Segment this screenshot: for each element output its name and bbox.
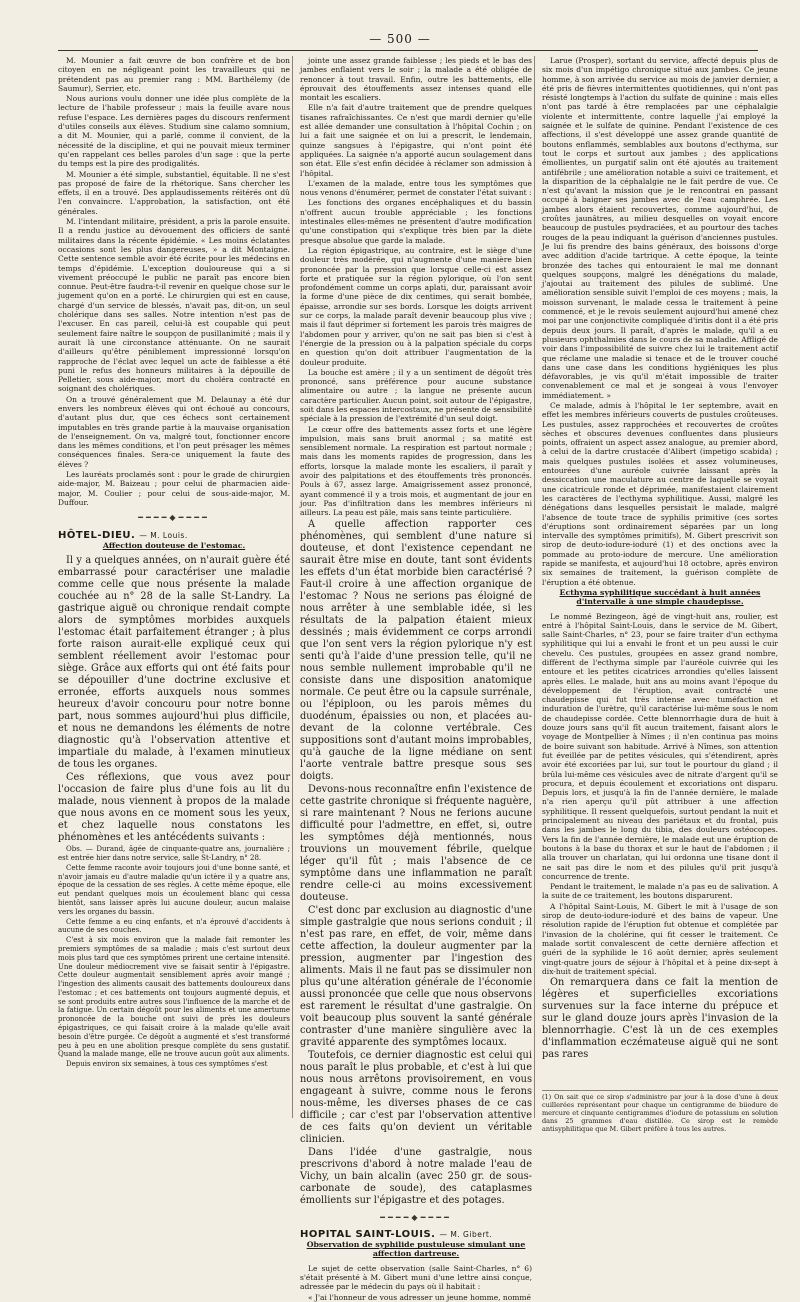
paragraph: Le cœur offre des battements assez forts et une légère impulsion, mais sans bruit anormal ; sa matité est sensiblement normale. La respiration est partout normale ; mais dans les moments rapides de progression, dans les efforts, lorsque la malade monte les escaliers, il paraît y avoir des palpitations et des étouffements très prononcés. Pouls à 67, assez large. Amaigrissement assez prononcé, ayant commencé il y a trois mois, et augmentant de jour en jour. Pas d'infiltration dans les membres inférieurs ni ailleurs. La peau est pâle, mais sans teinte particulière. bbox=[300, 424, 532, 518]
section-separator: ━━━━◆━━━━ bbox=[138, 513, 210, 523]
paragraph: Dans l'idée d'une gastralgie, nous prescrivons d'abord à notre malade l'eau de Vichy, un bain alcalin (avec 250 gr. de sous-carbonate de soude), des cataplasmes émollients sur l'épigastre et des potages. bbox=[300, 1146, 532, 1206]
paragraph: Pendant le traitement, le malade n'a pas eu de salivation. A la suite de ce traitement, les boutons disparurent. bbox=[542, 882, 778, 901]
section-separator: ━━━━◆━━━━ bbox=[380, 1212, 452, 1222]
column-rule bbox=[292, 56, 293, 1118]
paragraph: L'examen de la malade, entre tous les symptômes que nous venons d'énumérer, permet de constater l'état suivant : bbox=[300, 178, 532, 198]
paragraph: Le nommé Bezingeon, âgé de vingt-huit ans, roulier, est entré à l'hôpital Saint-Louis, dans le service de M. Gibert, salle Saint-Charles, n° 23, pour se faire traiter d'un ecthyma syphilitique qui lui a envahi le front et un peu aussi le cuir chevelu. Ces pustules, groupées en assez grand nombre, diffèrent de l'ecthyma simple par l'auréole cuivrée qui les entoure et les petites cicatrices arrondies qu'elles laissent après elles. Le malade, huit ans au moins avant l'époque du développement de l'éruption, avait contracté une chaudepisse qui fut très intense avec tuméfaction et induration de l'urètre, qu'il caractérise lui-même sous le nom de chaudepisse cordée. Cette blennorrhagie dura de huit à douze jours sans qu'il fît aucun traitement, faisant alors le voyage de Montpellier à Nîmes ; il n'en continua pas moins de boire suivant son habitude. Arrivé à Nîmes, son attention fut éveillée par de petites vésicules, qui s'étendirent, après avoir été excoriées par lui, sur tout le pourtour du gland ; il brûla lui-même ces vésicules avec de nitrate d'argent qu'il se procura, et depuis écoulement et excoriations ont disparu. Depuis lors, et jusqu'à la fin de l'année dernière, le malade n'a rien aperçu qu'il pût attribuer à une affection syphilitique. Il ressent quelquefois, surtout pendant la nuit et principalement au niveau des pariétaux et du frontal, puis dans les jambes le long du tibia, des douleurs ostéocopes. Vers la fin de l'année dernière, le malade eut une éruption de boutons à la base du thorax et sur le haut de l'abdomen ; il alla trouver un charlatan, qui lui ordonna une tisane dont il ne sait pas dire le nom et des pilules qu'il prit jusqu'à concurrence de trente. bbox=[542, 611, 778, 881]
paragraph: On remarquera dans ce fait la mention de légères et superficielles excoriations survenues sur la face interne du prépuce et sur le gland douze jours après l'invasion de la blennorrhagie. C'est là un de ces exemples d'inflammation eczémateuse aiguë qui ne sont pas rares bbox=[542, 977, 778, 1061]
section-heading: HOPITAL SAINT-LOUIS. — M. Gibert. bbox=[300, 1228, 493, 1240]
column-middle bbox=[300, 56, 533, 1302]
section-subheading: Affection douteuse de l'estomac. bbox=[102, 540, 246, 550]
paragraph: On a trouvé généralement que M. Delaunay a été dur envers les nombreux élèves qui ont échoué au concours, d'autant plus dur, que ces échecs sont certainement imputables en très grande partie à la mauvaise organisation de l'enseignement. On va, malgré tout, fonctionner encore dans les mêmes conditions, et l'on peut présager les mêmes conséquences finales. Sera-ce uniquement la faute des élèves ? bbox=[58, 394, 290, 469]
section-subheading: Observation de syphilide pustuleuse simulant une affection dartreuse. bbox=[306, 1240, 526, 1259]
paragraph: Devons-nous reconnaître enfin l'existence de cette gastrite chronique si fréquente naguère, si rare maintenant ? Nous ne ferions aucune difficulté pour l'admettre, en effet, si, outre les symptômes déjà mentionnés, nous trouvions un mouvement fébrile, quelque léger qu'il fût ; mais l'absence de ce symptôme dans une inflammation ne paraît rendre celle-ci au moins excessivement douteuse. bbox=[300, 783, 532, 903]
section-heading: HÔTEL-DIEU. — M. Louis. bbox=[58, 529, 188, 541]
footnote: (1) On sait que ce sirop s'administre par jour à la dose d'une à deux cuillerées représentant pour chaque un centigramme de biiodure de mercure et cinquante centigrammes d'iodure de potassium en solution dans 25 grammes d'eau distillée. Ce sirop est le remède antisyphilitique que M. Gibert préfère à tous les autres. bbox=[542, 1090, 778, 1133]
paragraph: Nous aurions voulu donner une idée plus complète de la lecture de l'habile professeur ; mais la feuille avare nous refuse l'espace. Les dernières pages du discours renferment d'utiles conseils aux élèves. Studium sine calamo somnium, a dit M. Mounier, qui a parlé, comme il convient, de la nécessité de la discipline, et qui ne pouvait mieux terminer qu'en rappelant ces belles paroles d'un sage : que la perte du temps est la pire des prodigalités. bbox=[58, 94, 290, 169]
paragraph: Depuis environ six semaines, à tous ces symptômes s'est bbox=[66, 1060, 268, 1069]
paragraph: La région épigastrique, au contraire, est le siège d'une douleur très modérée, qui n'augmente d'une manière bien prononcée par la pression que lorsque celle-ci est assez forte et pratiquée sur la région pylorique, où l'on sent profondément comme un corps aplati, dur, paraissant avoir la forme d'une pièce de dix centimes, qui serait bombée, épaisse, arrondie sur ses bords. Lorsque les doigts arrivent sur ce corps, la malade paraît devenir beaucoup plus vive ; mais il faut déprimer si fortement les parois très maigres de l'abdomen pour y arriver, qu'on ne sait pas bien si c'est à l'énergie de la pression ou à la palpation spéciale du corps en question qu'on doit attribuer l'augmentation de la douleur produite. bbox=[300, 245, 532, 367]
page-number: — 500 — bbox=[369, 32, 431, 46]
paragraph: Le sujet de cette observation (salle Saint-Charles, n° 6) s'était présenté à M. Gibert muni d'une lettre ainsi conçue, adressée par le médecin du pays où il habitait : bbox=[300, 1263, 532, 1292]
paragraph: Obs. — Durand, âgée de cinquante-quatre ans, journalière ; est entrée hier dans notre service, salle St-Landry, n° 28. bbox=[58, 845, 290, 862]
column-left bbox=[58, 56, 290, 1124]
paragraph: M. Mounier a été simple, substantiel, équitable. Il ne s'est pas proposé de faire de la rhétorique. Sans chercher les effets, il en a trouvé. Des applaudissements réitérés ont dû l'en convaincre. L'approbation, la satisfaction, ont été générales. bbox=[58, 169, 290, 216]
paragraph: A l'hôpital Saint-Louis, M. Gibert le mit à l'usage de son sirop de deuto-iodure-ioduré et des bains de vapeur. Une résolution rapide de l'éruption fut obtenue et complétée par l'invasion de la cholérine, qui fit cesser le traitement. Ce malade sortit convalescent de cette dernière affection et guéri de la syphilide le 16 août dernier, après seulement vingt-quatre jours de séjour à l'hôpital et à peine dix-sept à dix-huit de traitement spécial. bbox=[542, 901, 778, 976]
paragraph: Toutefois, ce dernier diagnostic est celui qui nous paraît le plus probable, et c'est à lui que nous nous arrêtons provisoirement, en vous engageant à suivre, comme nous le ferons nous-même, les diverses phases de ce cas difficile ; car c'est par l'observation attentive de ces faits qu'on devient un véritable clinicien. bbox=[300, 1049, 532, 1145]
column-right bbox=[542, 56, 778, 1124]
paragraph: M. Mounier a fait œuvre de bon confrère et de bon citoyen en ne négligeant point les travailleurs qui ne prétendent pas au premier rang : MM. Barthélemy (de Saumur), Serrier, etc. bbox=[58, 56, 290, 93]
paragraph: Larue (Prosper), sortant du service, affecté depuis plus de six mois d'un impétigo chronique situé aux jambes. Ce jeune homme, à son arrivée du service au mois de janvier dernier, a été pris de fièvres intermittentes quotidiennes, qui n'ont pas résisté longtemps à l'action du sulfate de quinine : mais elles n'ont pas tardé à être remplacées par une céphalalgie violente et intermittente, contre laquelle j'ai employé la saignée et le sulfate de quinine. Pendant l'existence de ces affections, il s'est développé une assez grande quantité de boutons enflammés, semblables aux boutons d'ecthyma, sur tout le corps et surtout aux jambes ; des applications émollientes, un purgatif salin ont été ajoutés au traitement antifébrile ; une amélioration notable a suivi ce traitement, et la disparition de la céphalalgie ne le fait perdre de vue. Ce n'est qu'avant la mission que je le rencontrai en passant occupé à baigner ses jambes avec de l'eau camphrée. Les jambes alors étaient recouvertes, comme aujourd'hui, de croûtes jaunâtres, au milieu desquelles on voyait encore beaucoup de pustules psydraciées, et au pourtour des taches rouges de la peau indiquant la guérison d'anciennes pustules. Je lui fis prendre des bains généraux, des boissons d'orge avec addition d'acide tartrique. A cette époque, la teinte bronzée des taches qui entouraient le mal me donnant quelques soupçons, malgré les dénégations du malade, j'ajoutai au traitement des pilules de sublimé. Une amélioration sensible suivit l'emploi de ces moyens ; mais, la moisson survenant, le malade cessa le traitement à peine commencé, et je le revois seulement aujourd'hui amené chez moi par une conjonctivite compliquée d'iritis dont il a été pris depuis deux jours. Il paraît, d'après le malade, qu'il a eu plusieurs ophthalmies dans le cours de sa maladie. Affligé de voir dans l'impossibilité de suivre chez lui le traitement actif que réclame une maladie si tenace et de le trouver couché dans une case dans les conditions hygiéniques les plus défavorables, je vis qu'il m'était impossible de traiter convenablement ce mal et je songeai à vous l'envoyer immédiatement. » bbox=[542, 56, 778, 400]
paragraph: M. l'intendant militaire, président, a pris la parole ensuite. Il a rendu justice au dévouement des officiers de santé militaires dans la récente épidémie. « Les moins éclatantes occasions sont les plus dangereuses, » a dit Montaigne. Cette sentence semble avoir été écrite pour les médecins en temps d'épidémie. L'exception douloureuse qui a si vivement préoccupé le public ne paraît pas encore bien connue. Peut-être faudra-t-il revenir en quelque chose sur le jugement qu'on en a porté. Le chirurgien qui est en cause, chargé d'un service de blessés, n'avait pas, dit-on, un seul cholérique dans ses salles. Notre intention n'est pas de l'excuser. En cas pareil, celui-là est coupable qui peut seulement faire naître le soupçon de pusillanimité ; mais il y aurait là une circonstance atténuante. On ne saurait d'ailleurs qu'être péniblement impressionné lorsqu'on rapproche de l'éclat avec lequel un acte de faiblesse a été puni le refus des honneurs militaires à la dépouille de Pelletier, sous aide-major, mort du choléra contracté en soignant des cholériques. bbox=[58, 217, 290, 394]
paragraph: Ce malade, admis à l'hôpital le 1er septembre, avait en effet les membres inférieurs couverts de pustules croûteuses. Les pustules, assez rapprochées et recouvertes de croûtes sèches et obscures devenues confluentes dans plusieurs points, offraient un aspect assez analogue, au premier abord, à celui de la dartre crustacée d'Alibert (impetigo scabida) ; mais quelques pustules isolées et assez volumineuses, entourées d'une auréole cuivrée laissant après la dessiccation une maculature au centre de laquelle se voyait une cicatricule ronde et déprimée, manifestaient clairement les caractères de l'ecthyma syphilitique. Aussi, malgré les dénégations dans lesquelles persistait le malade, malgré l'absence de toute trace de syphilis primitive (ces sortes d'éruptions sont ordinairement séparées par un long intervalle des symptômes primitifs), M. Gibert prescrivit son sirop de deuto-iodure-ioduré (1) et des onctions avec la pommade au proto-iodure de mercure. Une amélioration rapide se manifesta, et aujourd'hui 18 octobre, après environ six semaines de traitement, la guérison complète de l'éruption a été obtenue. bbox=[542, 400, 778, 587]
paragraph: jointe une assez grande faiblesse ; les pieds et le bas des jambes enflaient vers le soir ; la malade a été obligée de renoncer à tout travail. Enfin, outre les battements, elle éprouvait des étouffements assez intenses quand elle montait les escaliers. bbox=[300, 56, 532, 103]
paragraph: Les fonctions des organes encéphaliques et du bassin n'offrent aucun trouble appréciable ; les fonctions intestinales elles-mêmes ne présentent d'autre modification qu'une constipation qui s'explique très bien par la diète presque absolue que garde la malade. bbox=[300, 198, 532, 245]
paragraph: Il y a quelques années, on n'aurait guère été embarrassé pour caractériser une maladie comme celle que nous présente la malade couchée au n° 28 de la salle St-Landry. La gastrique aiguë ou chronique rendait compte alors de symptômes morbides auxquels l'estomac était parfaitement étranger ; à plus forte raison aurait-elle expliqué ceux qui semblent réellement avoir l'estomac pour siège. Grâce aux efforts qui ont été faits pour se dépouiller d'une doctrine exclusive et erronée, efforts auxquels nous sommes heureux d'avoir concouru pour notre bonne part, nous sommes aujourd'hui plus difficile, et nous ne demandons les éléments de notre diagnostic qu'à l'observation attentive et impartiale du malade, à l'examen minutieux de tous les organes. bbox=[58, 555, 290, 771]
column-rule bbox=[534, 56, 535, 1118]
section-subheading: Ecthyma syphilitique succédant à huit années d'intervalle à une simple chaudepisse. bbox=[559, 587, 761, 607]
paragraph: Cette femme a eu cinq enfants, et n'a éprouvé d'accidents à aucune de ses couches. bbox=[58, 917, 290, 935]
observation-body bbox=[58, 845, 290, 1069]
paragraph: A quelle affection rapporter ces phénomènes, qui semblent d'une nature si douteuse, et dont l'existence cependant ne saurait être mise en doute, tant sont évidents les effets d'un état morbide bien caractérisé ? Faut-il croire à une affection organique de l'estomac ? Nous ne serions pas éloigné de nous arrêter à une semblable idée, si les résultats de la palpation étaient mieux dessinés ; mais évidemment ce corps arrondi que l'on sent vers la région pylorique n'y est senti qu'à l'aide d'une pression telle, qu'il ne nous semble nullement improbable qu'il ne consiste dans une disposition anatomique normale. Ce peut être ou la capsule surrénale, ou l'épiploon, ou les parois mêmes du duodénum, épaissies ou non, et placées au-devant de la colonne vertébrale. Ces suppositions sont d'autant moins improbables, qu'à gauche de la ligne médiane on sent l'aorte ventrale battre presque sous ses doigts. bbox=[300, 518, 532, 782]
paragraph: C'est donc par exclusion au diagnostic d'une simple gastralgie que nous serions conduit ; il n'est pas rare, en effet, de voir, même dans cette affection, la douleur augmenter par la pression, augmenter par l'ingestion des aliments. Mais il ne faut pas se dissimuler non plus qu'une altération générale de l'économie aussi prononcée que celle que nous observons est rarement le résultat d'une gastralgie. On voit beaucoup plus souvent la santé générale contraster d'une manière singulière avec la gravité apparente des symptômes locaux. bbox=[300, 904, 532, 1048]
paragraph: Elle n'a fait d'autre traitement que de prendre quelques tisanes rafraîchissantes. Ce n'est que mardi dernier qu'elle est allée demander une consultation à l'hôpital Cochin ; on lui a fait une saignée et on lui a prescrit, le lendemain, quinze sangsues à l'épigastre, qui n'ont point été appliquées. La saignée n'a apporté aucun soulagement dans son état. Elle s'est enfin décidée à réclamer son admission à l'hôpital. bbox=[300, 103, 532, 178]
paragraph: C'est à six mois environ que la malade fait remonter les premiers symptômes de sa maladie ; mais c'est surtout deux mois plus tard que ces symptômes prirent une certaine intensité. Une douleur médiocrement vive se faisait sentir à l'épigastre. Cette douleur augmentait sensiblement après avoir mangé ; l'ingestion des aliments causait des battements douloureux dans l'estomac ; et ces battements ont toujours augmenté depuis, et se sont produits entre autres sous l'influence de la marche et de la fatigue. Un certain dégoût pour les aliments et une amertume prononcée de la bouche ont suivi de près les douleurs épigastriques, ce qui faisait croire à la malade qu'elle avait besoin d'être purgée. Ce dégoût a augmenté et s'est transformé peu à peu en une abolition presque complète du sens gustatif. Quand la malade mange, elle ne trouve aucun goût aux aliments. bbox=[58, 936, 290, 1059]
paragraph: Ces réflexions, que vous avez pour l'occasion de faire plus d'une fois au lit du malade, nous viennent à propos de la malade que nous avons en ce moment sous les yeux, et chez laquelle nous constatons les phénomènes et les antécédents suivants : bbox=[58, 772, 290, 844]
paragraph: « J'ai l'honneur de vous adresser un jeune homme, nommé bbox=[308, 1292, 531, 1302]
article-body bbox=[300, 519, 532, 1207]
paragraph: Les lauréats proclamés sont : pour le grade de chirurgien aide-major, M. Baizeau ; pour celui de pharmacien aide-major, M. Coulier ; pour celui de sous-aide-major, M. Duffour. bbox=[58, 470, 290, 507]
article-body bbox=[542, 977, 778, 1061]
paragraph: La bouche est amère ; il y a un sentiment de dégoût très prononcé, sans préférence pour aucune substance alimentaire ou autre ; la langue ne présente aucun caractère particulier. Aucun point, soit autour de l'épigastre, soit dans les espaces intercostaux, ne présente de sensibilité spéciale à la pression de l'extrémité d'un seul doigt. bbox=[300, 367, 533, 424]
paragraph: Cette femme raconte avoir toujours joui d'une bonne santé, et n'avoir jamais eu d'autre maladie qu'un ictère il y a quatre ans, époque de la cessation de ses règles. A cette même époque, elle eut pendant quelques mois un écoulement blanc qui cessa bientôt, sans laisser après lui aucune douleur, aucun malaise vers les organes du bassin. bbox=[58, 863, 290, 916]
top-rule bbox=[58, 50, 758, 51]
article-body bbox=[58, 555, 290, 844]
